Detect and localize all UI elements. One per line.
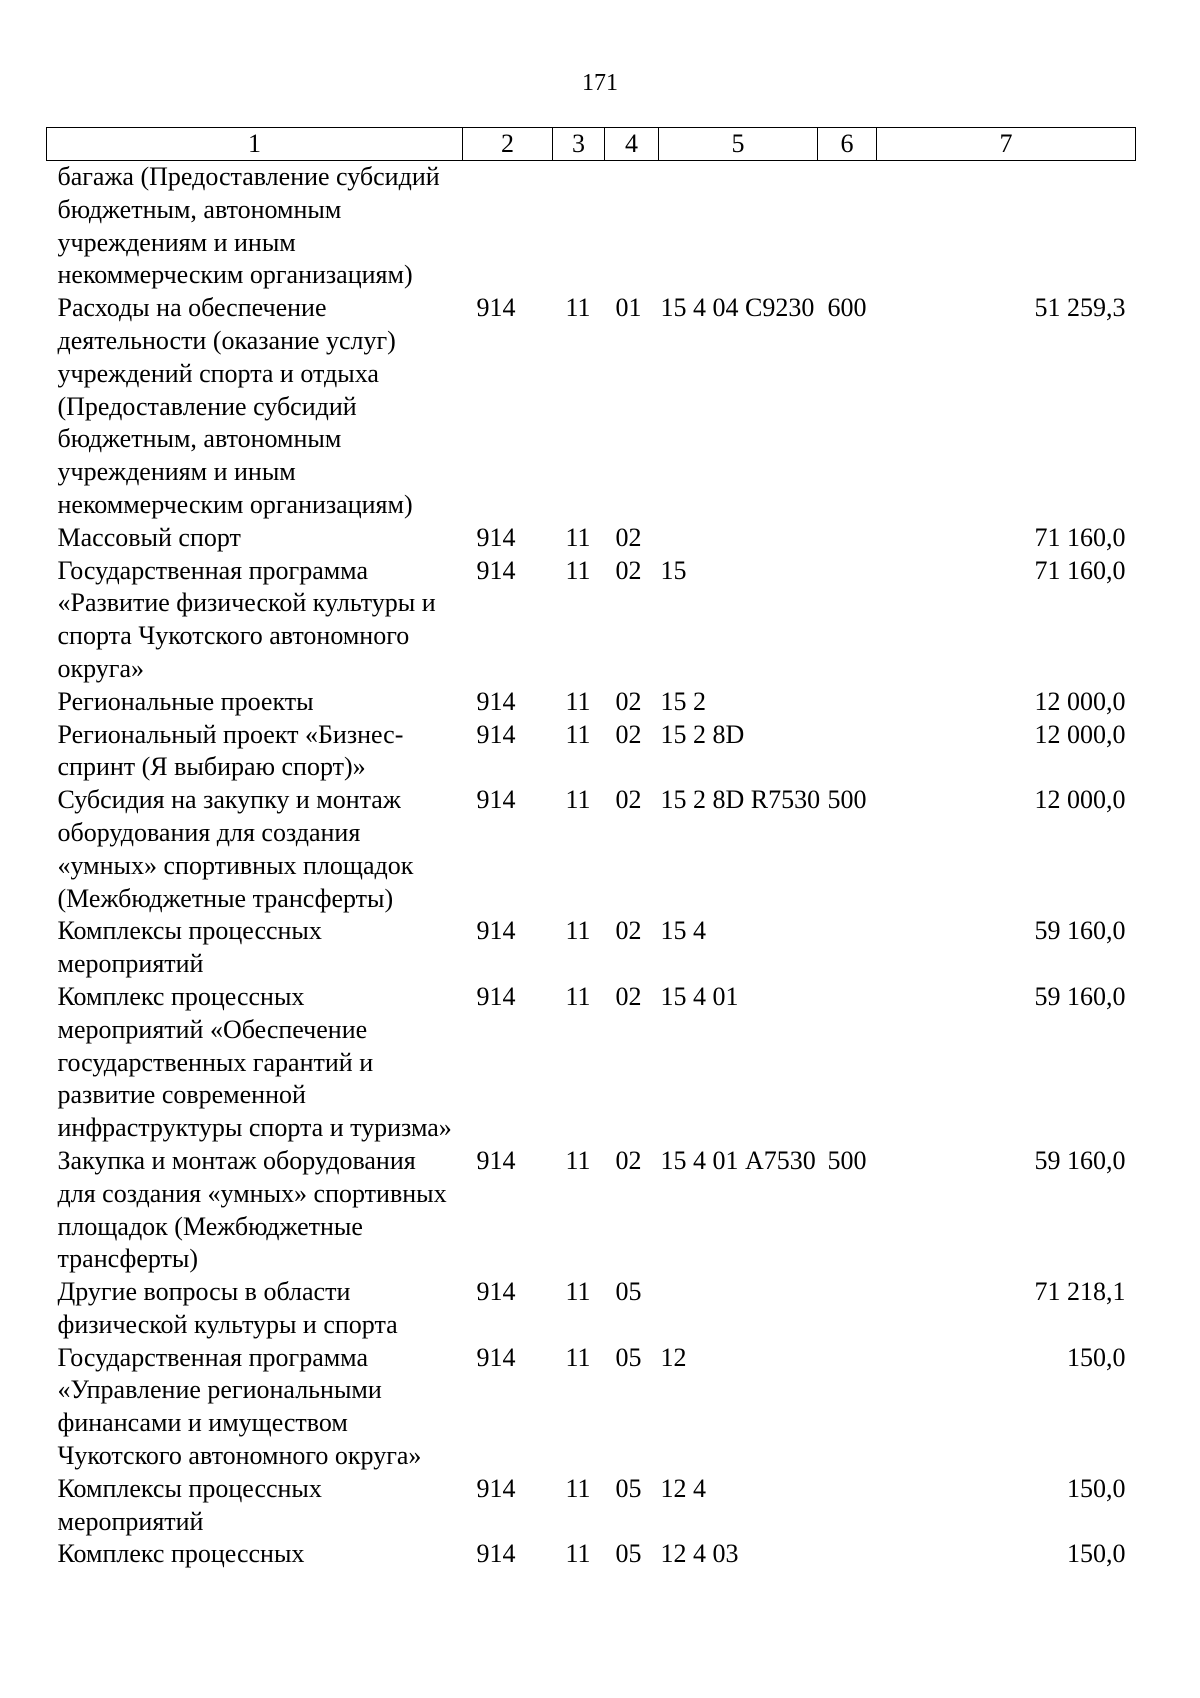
cell-admin-code: 914 [476, 916, 516, 946]
cell-subsection-code: 05 [615, 1539, 642, 1569]
cell-section-code: 11 [565, 1145, 591, 1175]
cell-section-code: 11 [565, 719, 591, 749]
cell-amount: 12 000,0 [1034, 719, 1126, 749]
cell-amount: 150,0 [1067, 1473, 1126, 1503]
cell-admin-code: 914 [476, 785, 516, 815]
cell-admin-code: 914 [476, 522, 516, 552]
cell-amount: 71 160,0 [1034, 522, 1126, 552]
cell-expense-type [818, 1276, 877, 1342]
cell-subsection-code: 01 [615, 293, 642, 323]
cell-target-article: 15 2 8D [660, 719, 745, 749]
cell-amount: 71 218,1 [1034, 1277, 1126, 1307]
cell-item-name: Субсидия на закупку и монтаж оборудования для создания «умных» спортивных площадок (Межбюджетные трансферты) [57, 785, 414, 913]
cell-section-code: 11 [565, 1539, 591, 1569]
cell-target-article: 15 4 01 [660, 981, 739, 1011]
cell-item-name: Региональные проекты [57, 686, 314, 716]
table-row [47, 686, 1136, 719]
cell-amount: 59 160,0 [1034, 981, 1126, 1011]
cell-admin-code: 914 [476, 1277, 516, 1307]
cell-expense-type [818, 1342, 877, 1473]
cell-section-code: 11 [565, 785, 591, 815]
cell-expense-type [818, 686, 877, 719]
cell-target-article: 15 2 8D R7530 [660, 785, 821, 815]
cell-expense-type [818, 161, 877, 293]
table-row [47, 1538, 1136, 1571]
table-row [47, 292, 1136, 522]
cell-target-article: 15 [660, 555, 687, 585]
cell-expense-type [818, 915, 877, 981]
cell-amount: 12 000,0 [1034, 785, 1126, 815]
cell-item-name: Комплекс процессных [57, 1539, 305, 1569]
cell-section-code: 11 [565, 1342, 591, 1372]
cell-expense-type [818, 555, 877, 686]
table-row [47, 719, 1136, 785]
cell-expense-type: 600 [827, 293, 867, 323]
cell-section-code: 11 [565, 686, 591, 716]
cell-admin-code: 914 [476, 981, 516, 1011]
table-body [47, 161, 1136, 1572]
cell-expense-type [818, 719, 877, 785]
budget-table [46, 127, 1136, 1571]
cell-target-article: 12 4 [660, 1473, 706, 1503]
cell-expense-type: 500 [827, 1145, 867, 1175]
cell-subsection-code: 05 [615, 1342, 642, 1372]
cell-item-name: Массовый спорт [57, 522, 241, 552]
cell-subsection-code: 02 [615, 1145, 642, 1175]
cell-target-article: 15 4 [660, 916, 706, 946]
cell-subsection-code [605, 161, 659, 293]
header-cell-4: 4 [605, 128, 659, 161]
cell-item-name: Региональный проект «Бизнес-спринт (Я выбираю спорт)» [57, 719, 404, 782]
cell-expense-type [818, 1538, 877, 1571]
header-cell-3: 3 [553, 128, 605, 161]
cell-section-code: 11 [565, 293, 591, 323]
cell-subsection-code: 02 [615, 719, 642, 749]
cell-section-code: 11 [565, 555, 591, 585]
cell-amount: 59 160,0 [1034, 916, 1126, 946]
cell-item-name: Комплексы процессных мероприятий [57, 1473, 322, 1536]
cell-amount: 59 160,0 [1034, 1145, 1126, 1175]
cell-subsection-code: 02 [615, 981, 642, 1011]
cell-section-code: 11 [565, 522, 591, 552]
cell-section-code [553, 161, 605, 293]
cell-item-name: Комплексы процессных мероприятий [57, 916, 322, 979]
header-cell-1: 1 [47, 128, 463, 161]
table-row [47, 161, 1136, 293]
page-number: 171 [582, 70, 618, 96]
table-row [47, 1276, 1136, 1342]
cell-target-article [659, 1276, 818, 1342]
cell-expense-type [818, 1473, 877, 1539]
header-row [47, 128, 1136, 161]
cell-admin-code: 914 [476, 1342, 516, 1372]
cell-admin-code: 914 [476, 719, 516, 749]
table-row [47, 522, 1136, 555]
cell-subsection-code: 02 [615, 522, 642, 552]
cell-target-article: 12 [660, 1342, 687, 1372]
cell-amount: 150,0 [1067, 1342, 1126, 1372]
cell-item-name: Закупка и монтаж оборудования для создания «умных» спортивных площадок (Межбюджетные трансферты) [57, 1145, 447, 1274]
cell-subsection-code: 02 [615, 785, 642, 815]
cell-item-name: Комплекс процессных мероприятий «Обеспечение государственных гарантий и развитие современной инфраструктуры спорта и туризма» [57, 981, 452, 1143]
cell-target-article [659, 161, 818, 293]
cell-expense-type [818, 981, 877, 1145]
header-cell-2: 2 [463, 128, 553, 161]
cell-amount: 12 000,0 [1034, 686, 1126, 716]
cell-subsection-code: 02 [615, 555, 642, 585]
table-row [47, 1342, 1136, 1473]
cell-subsection-code: 02 [615, 916, 642, 946]
cell-amount: 51 259,3 [1034, 293, 1126, 323]
header-cell-6: 6 [818, 128, 877, 161]
cell-admin-code: 914 [476, 1539, 516, 1569]
table-row [47, 784, 1136, 915]
cell-item-name: Государственная программа «Управление региональными финансами и имуществом Чукотского автономного округа» [57, 1342, 422, 1471]
table-row [47, 981, 1136, 1145]
cell-admin-code: 914 [476, 686, 516, 716]
cell-target-article: 15 4 04 С9230 [660, 293, 815, 323]
cell-target-article: 15 2 [660, 686, 706, 716]
cell-item-name: багажа (Предоставление субсидий бюджетным, автономным учреждениям и иным некоммерческим организациям) [57, 162, 440, 290]
cell-target-article [659, 522, 818, 555]
cell-admin-code: 914 [476, 1145, 516, 1175]
cell-amount [877, 161, 1136, 293]
cell-subsection-code: 05 [615, 1277, 642, 1307]
cell-admin-code: 914 [476, 1473, 516, 1503]
table-row [47, 1473, 1136, 1539]
cell-subsection-code: 05 [615, 1473, 642, 1503]
cell-admin-code: 914 [476, 293, 516, 323]
table-row [47, 555, 1136, 686]
header-cell-7: 7 [877, 128, 1136, 161]
cell-amount: 150,0 [1067, 1539, 1126, 1569]
table-row [47, 915, 1136, 981]
cell-expense-type: 500 [827, 785, 867, 815]
cell-section-code: 11 [565, 1277, 591, 1307]
cell-amount: 71 160,0 [1034, 555, 1126, 585]
cell-section-code: 11 [565, 916, 591, 946]
cell-target-article: 12 4 03 [660, 1539, 739, 1569]
cell-admin-code [463, 161, 553, 293]
cell-item-name: Государственная программа «Развитие физической культуры и спорта Чукотского автономного округа» [57, 555, 436, 683]
cell-admin-code: 914 [476, 555, 516, 585]
cell-section-code: 11 [565, 981, 591, 1011]
table-row [47, 1145, 1136, 1276]
cell-item-name: Другие вопросы в области физической культуры и спорта [57, 1277, 398, 1339]
cell-section-code: 11 [565, 1473, 591, 1503]
cell-item-name: Расходы на обеспечение деятельности (оказание услуг) учреждений спорта и отдыха (Предоставление субсидий бюджетным, автономным учреждениям и иным некоммерческим организациям) [57, 293, 413, 519]
header-cell-5: 5 [659, 128, 818, 161]
cell-expense-type [818, 522, 877, 555]
cell-subsection-code: 02 [615, 686, 642, 716]
cell-target-article: 15 4 01 А7530 [660, 1145, 816, 1175]
